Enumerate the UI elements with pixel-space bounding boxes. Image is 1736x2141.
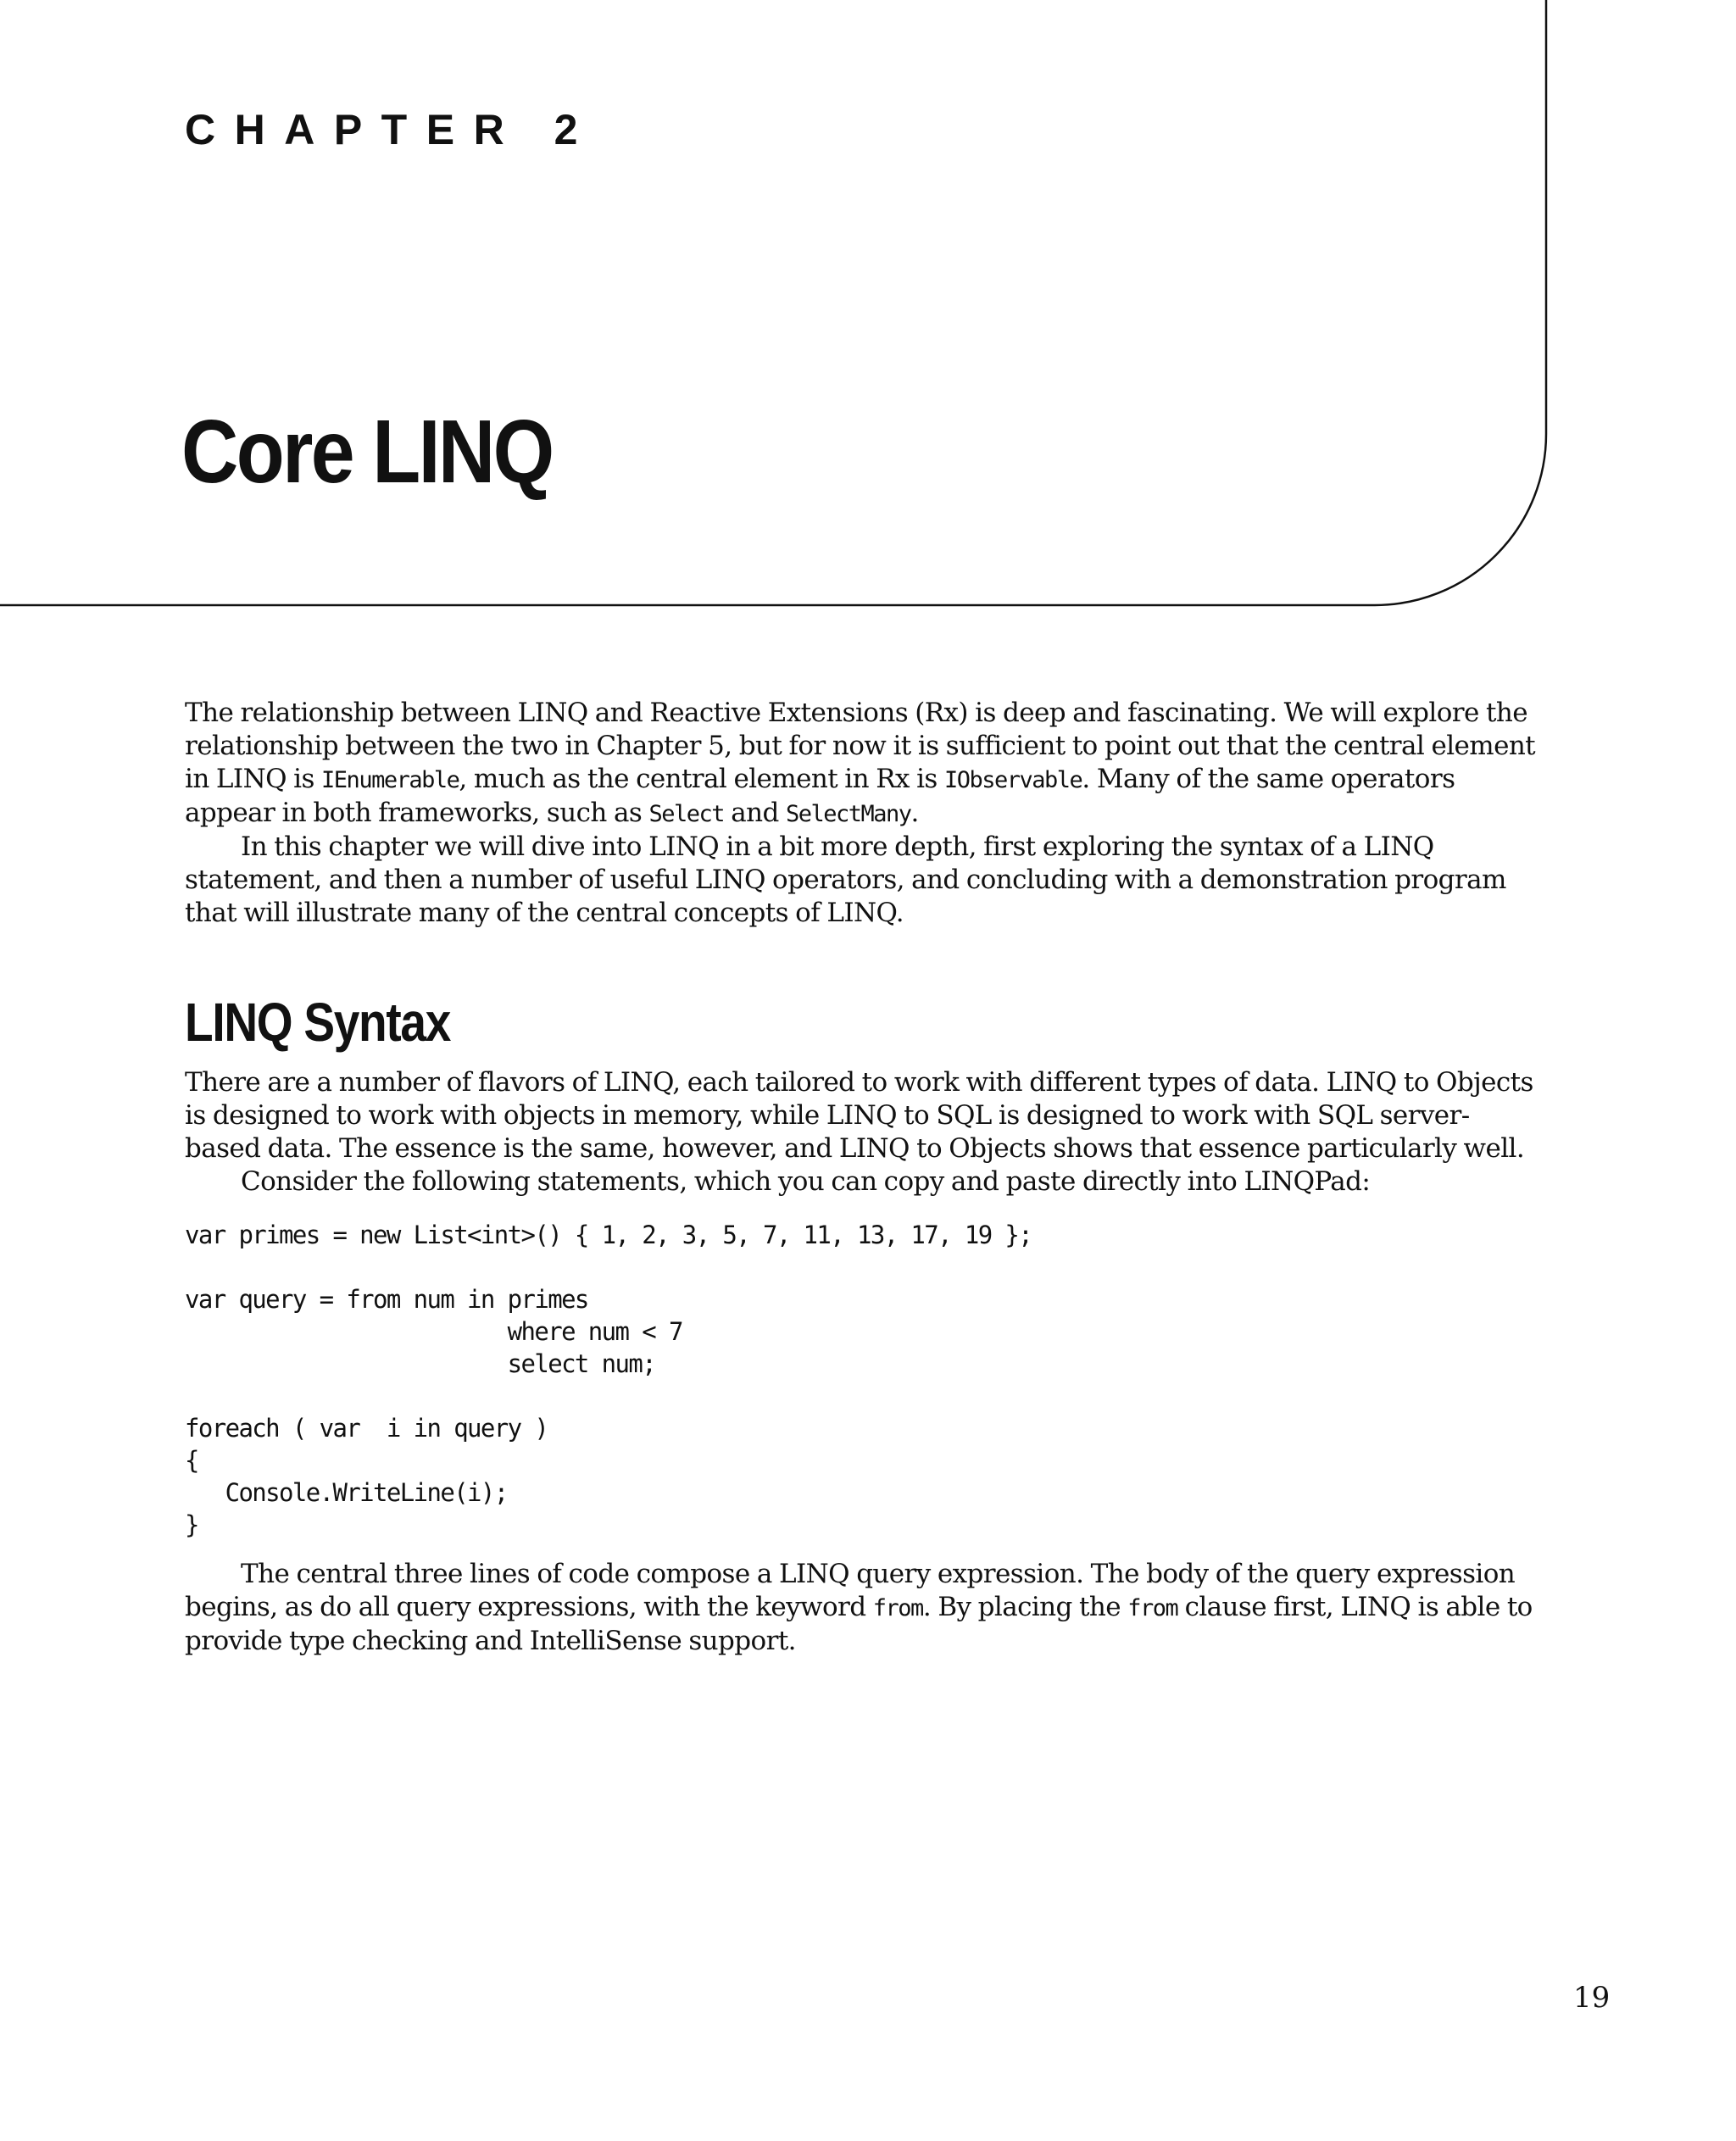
inline-code-from: from (1127, 1595, 1178, 1622)
chapter-label: CHAPTER 2 (185, 106, 597, 153)
inline-code-selectmany: SelectMany (785, 801, 911, 827)
chapter-body (185, 697, 1541, 1658)
intro-text-3: . Many of the same operators appear in both frameworks, such as (185, 764, 1455, 828)
intro-text-2: , much as the central element in Rx is (459, 764, 944, 794)
syntax-paragraph-2: Consider the following statements, which you can copy and paste directly into LINQPad: (241, 1166, 1371, 1198)
code-line: var query = from num in primes (185, 1285, 588, 1315)
syntax-p3-text-2: . By placing the (922, 1592, 1128, 1623)
chapter-title: Core LINQ (181, 402, 553, 502)
chapter-header-frame (0, 0, 1736, 644)
code-line (185, 1380, 1541, 1412)
intro-text-4: and (723, 798, 786, 828)
syntax-p3-text-1: The central three lines of code compose a LINQ query expression. The body of the query expression begins, as do all query expressions, with the keyword (185, 1559, 1516, 1623)
code-line: where num < 7 (185, 1317, 682, 1347)
code-line: var primes = new List<int>() { 1, 2, 3, 5, 7, 11, 13, 17, 19 }; (185, 1221, 1032, 1250)
code-line: Console.WriteLine(i); (185, 1478, 508, 1508)
code-line (185, 1251, 1541, 1283)
syntax-paragraph-1: There are a number of flavors of LINQ, each tailored to work with different types of data. LINQ to Objects is designed to work with objects in memory, while LINQ to SQL is designed to work with SQL server-based data. The essence is the same, however, and LINQ to Objects shows that essence particularly well. (185, 1067, 1533, 1165)
syntax-p3-text-3: clause first, LINQ is able to provide type checking and IntelliSense support. (185, 1592, 1533, 1657)
code-listing (185, 1219, 1541, 1541)
inline-code-select: Select (648, 801, 724, 827)
intro-paragraph (185, 697, 1541, 831)
page-number: 19 (1573, 1981, 1611, 2015)
syntax-paragraph-3 (185, 1558, 1541, 1658)
intro-paragraph-2: In this chapter we will dive into LINQ in a bit more depth, first exploring the syntax of a LINQ statement, and then a number of useful LINQ operators, and concluding with a demonstration program that will illustrate many of the central concepts of LINQ. (185, 831, 1506, 928)
code-line: select num; (185, 1349, 656, 1379)
code-line: } (185, 1510, 198, 1540)
intro-text-5: . (910, 798, 919, 828)
code-line: foreach ( var i in query ) (185, 1414, 548, 1443)
inline-code-from: from (872, 1595, 923, 1622)
section-heading-linq-syntax: LINQ Syntax (185, 992, 451, 1053)
intro-text-1: The relationship between LINQ and Reactive Extensions (Rx) is deep and fascinating. We will explore the relationship between the two in Chapter 5, but for now it is sufficient to point out that the central element in LINQ is (185, 698, 1536, 794)
inline-code-iobservable: IObservable (944, 767, 1082, 793)
code-line: { (185, 1446, 198, 1476)
inline-code-ienumerable: IEnumerable (321, 767, 459, 793)
